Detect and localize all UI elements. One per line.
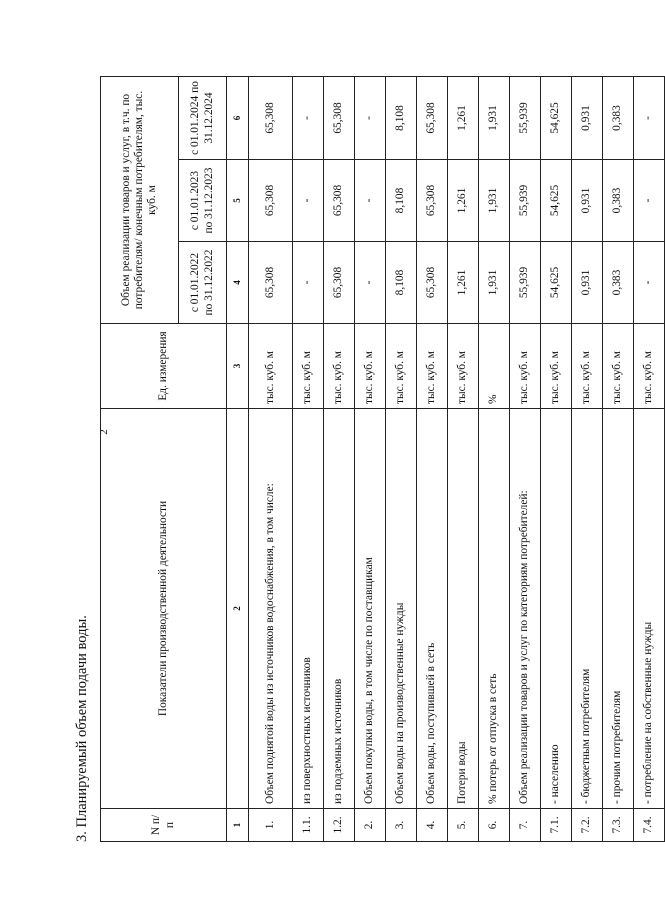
row-value-2024: - bbox=[634, 77, 665, 160]
row-indicator-name: % потерь от отпуска в сеть bbox=[479, 409, 510, 809]
row-number: 6. bbox=[479, 809, 510, 842]
row-value-2024: - bbox=[355, 77, 386, 160]
row-number: 7. bbox=[510, 809, 541, 842]
row-number: 1.2. bbox=[324, 809, 355, 842]
row-value-2023: 55,939 bbox=[510, 160, 541, 242]
table-row bbox=[541, 77, 572, 842]
column-index: 1 bbox=[227, 809, 249, 842]
row-number: 7.2. bbox=[572, 809, 603, 842]
row-value-2022: - bbox=[355, 242, 386, 324]
row-number: 1.1. bbox=[293, 809, 324, 842]
row-number: 2. bbox=[355, 809, 386, 842]
row-indicator-name: - населению bbox=[541, 409, 572, 809]
header-period: с 01.01.2024 по 31.12.2024 bbox=[179, 77, 227, 160]
row-value-2024: 1,261 bbox=[448, 77, 479, 160]
row-value-2024: 54,625 bbox=[541, 77, 572, 160]
row-value-2023: 0,383 bbox=[603, 160, 634, 242]
column-index: 6 bbox=[227, 77, 249, 160]
row-value-2022: - bbox=[293, 242, 324, 324]
table-row bbox=[293, 77, 324, 842]
row-unit: тыс. куб. м bbox=[355, 324, 386, 409]
table-row bbox=[603, 77, 634, 842]
row-value-2024: 65,308 bbox=[249, 77, 293, 160]
table-row bbox=[634, 77, 665, 842]
row-value-2023: 65,308 bbox=[417, 160, 448, 242]
row-value-2022: 55,939 bbox=[510, 242, 541, 324]
row-indicator-name: Объем воды на производственные нужды bbox=[386, 409, 417, 809]
section-title: 3. Планируемый объем подачи воды. bbox=[74, 615, 90, 842]
row-indicator-name: Объем реализации товаров и услуг по категориям потребителей: bbox=[510, 409, 541, 809]
row-unit: тыс. куб. м bbox=[417, 324, 448, 409]
row-value-2023: - bbox=[293, 160, 324, 242]
row-indicator-name: из поверхностных источников bbox=[293, 409, 324, 809]
row-value-2023: 8,108 bbox=[386, 160, 417, 242]
column-index: 3 bbox=[227, 324, 249, 409]
row-unit: тыс. куб. м bbox=[603, 324, 634, 409]
row-value-2023: - bbox=[355, 160, 386, 242]
header-period: с 01.01.2022 по 31.12.2022 bbox=[179, 242, 227, 324]
row-number: 7.3. bbox=[603, 809, 634, 842]
row-unit: тыс. куб. м bbox=[249, 324, 293, 409]
row-unit: тыс. куб. м bbox=[324, 324, 355, 409]
column-index: 5 bbox=[227, 160, 249, 242]
row-number: 7.4. bbox=[634, 809, 665, 842]
row-value-2023: 65,308 bbox=[324, 160, 355, 242]
row-unit: тыс. куб. м bbox=[510, 324, 541, 409]
row-unit: тыс. куб. м bbox=[386, 324, 417, 409]
row-value-2023: 54,625 bbox=[541, 160, 572, 242]
row-value-2022: 65,308 bbox=[324, 242, 355, 324]
row-value-2022: 0,383 bbox=[603, 242, 634, 324]
row-value-2022: - bbox=[634, 242, 665, 324]
column-index: 4 bbox=[227, 242, 249, 324]
table-row bbox=[324, 77, 355, 842]
row-value-2023: 0,931 bbox=[572, 160, 603, 242]
row-value-2024: 0,383 bbox=[603, 77, 634, 160]
row-unit: тыс. куб. м bbox=[448, 324, 479, 409]
row-value-2024: - bbox=[293, 77, 324, 160]
table-row bbox=[479, 77, 510, 842]
row-value-2022: 8,108 bbox=[386, 242, 417, 324]
row-indicator-name: - потребление на собственные нужды bbox=[634, 409, 665, 809]
row-value-2022: 1,931 bbox=[479, 242, 510, 324]
header-period: с 01.01.2023 по 31.12.2023 bbox=[179, 160, 227, 242]
row-number: 5. bbox=[448, 809, 479, 842]
row-indicator-name: Объем покупки воды, в том числе по поставщикам bbox=[355, 409, 386, 809]
table-row bbox=[417, 77, 448, 842]
row-value-2022: 65,308 bbox=[417, 242, 448, 324]
row-unit: тыс. куб. м bbox=[293, 324, 324, 409]
row-indicator-name: Объем воды, поступившей в сеть bbox=[417, 409, 448, 809]
row-value-2023: - bbox=[634, 160, 665, 242]
row-number: 4. bbox=[417, 809, 448, 842]
header-name: Показатели производственной деятельности bbox=[101, 409, 227, 809]
row-unit: тыс. куб. м bbox=[634, 324, 665, 409]
row-value-2022: 65,308 bbox=[249, 242, 293, 324]
row-unit: тыс. куб. м bbox=[541, 324, 572, 409]
row-indicator-name: Объем поднятой воды из источников водоснабжения, в том числе: bbox=[249, 409, 293, 809]
table-row bbox=[386, 77, 417, 842]
table-row bbox=[448, 77, 479, 842]
row-value-2024: 65,308 bbox=[417, 77, 448, 160]
row-value-2022: 54,625 bbox=[541, 242, 572, 324]
row-indicator-name: - прочим потребителям bbox=[603, 409, 634, 809]
water-supply-table bbox=[100, 76, 665, 842]
row-indicator-name: - бюджетным потребителям bbox=[572, 409, 603, 809]
row-value-2024: 8,108 bbox=[386, 77, 417, 160]
row-value-2022: 0,931 bbox=[572, 242, 603, 324]
row-value-2023: 1,931 bbox=[479, 160, 510, 242]
column-index: 2 bbox=[227, 409, 249, 809]
row-indicator-name: Потери воды bbox=[448, 409, 479, 809]
row-value-2024: 1,931 bbox=[479, 77, 510, 160]
row-indicator-name: из подземных источников bbox=[324, 409, 355, 809]
header-unit: Ед. измерения bbox=[101, 324, 227, 409]
row-number: 3. bbox=[386, 809, 417, 842]
row-value-2024: 55,939 bbox=[510, 77, 541, 160]
row-value-2024: 65,308 bbox=[324, 77, 355, 160]
header-no: N п/п bbox=[101, 809, 227, 842]
row-value-2024: 0,931 bbox=[572, 77, 603, 160]
row-value-2022: 1,261 bbox=[448, 242, 479, 324]
row-value-2023: 1,261 bbox=[448, 160, 479, 242]
table-row bbox=[572, 77, 603, 842]
header-volume-group: Объем реализации товаров и услуг, в т.ч. по потребителям/ конечным потребителям, тыс. куб. м bbox=[101, 77, 179, 324]
table-row bbox=[510, 77, 541, 842]
row-unit: % bbox=[479, 324, 510, 409]
table-row bbox=[355, 77, 386, 842]
page-number: 2 bbox=[98, 429, 110, 435]
table-row bbox=[249, 77, 293, 842]
rotated-page-content bbox=[70, 77, 655, 842]
row-number: 1. bbox=[249, 809, 293, 842]
row-number: 7.1. bbox=[541, 809, 572, 842]
row-value-2023: 65,308 bbox=[249, 160, 293, 242]
row-unit: тыс. куб. м bbox=[572, 324, 603, 409]
